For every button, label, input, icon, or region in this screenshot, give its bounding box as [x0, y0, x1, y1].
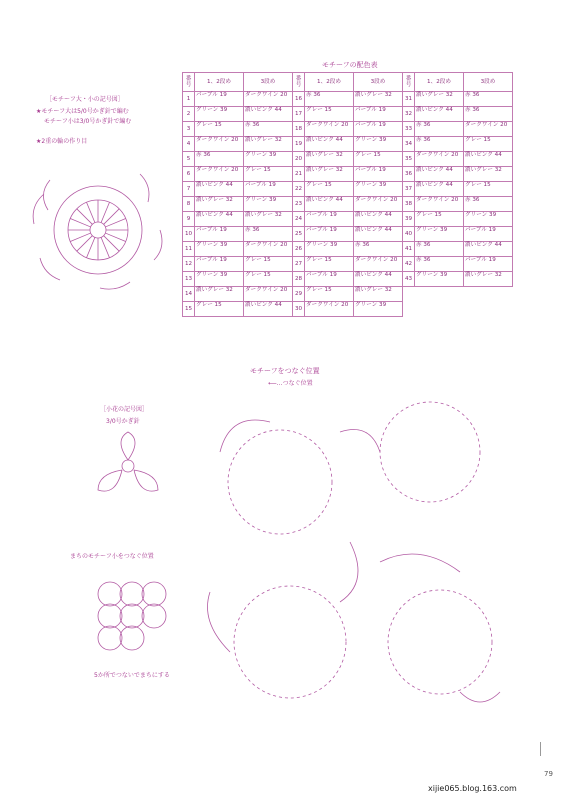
color-round-1-2: パープル 19: [305, 272, 354, 287]
color-round-1-2: グリーン 39: [195, 107, 244, 122]
motif-note-large: ★モチーフ大は5/0号かぎ針で編む: [36, 108, 129, 115]
motif-number: 16: [293, 92, 305, 107]
footer-url: xijie065.blog.163.com: [428, 784, 517, 793]
color-round-3: グリーン 39: [354, 137, 403, 152]
table-header-col-1: 1、2段め: [415, 73, 464, 92]
color-round-1-2: 赤 36: [305, 92, 354, 107]
flower-hook: 3/0号かぎ針: [106, 418, 140, 425]
motif-number: 28: [293, 272, 305, 287]
color-round-1-2: 赤 36: [195, 152, 244, 167]
color-round-3: ダークワイン 20: [244, 92, 293, 107]
table-row: [183, 287, 513, 302]
motif-number: 18: [293, 122, 305, 137]
motif-number: 38: [403, 197, 415, 212]
color-round-3: 濃いピンク 44: [244, 107, 293, 122]
motif-number: 32: [403, 107, 415, 122]
table-header-col-1: 1、2段め: [305, 73, 354, 92]
motif-number: 26: [293, 242, 305, 257]
motif-number: 24: [293, 212, 305, 227]
color-round-3: ダークワイン 20: [244, 287, 293, 302]
color-round-1-2: 赤 36: [415, 257, 464, 272]
color-round-3: 濃いピンク 44: [354, 272, 403, 287]
color-round-1-2: パープル 19: [195, 257, 244, 272]
motif-number: 30: [293, 302, 305, 317]
motif-number: 17: [293, 107, 305, 122]
page-rule: [540, 742, 541, 756]
gusset-title: まちのモチーフ小をつなぐ位置: [70, 553, 154, 560]
motif-number: 36: [403, 167, 415, 182]
color-round-1-2: パープル 19: [305, 212, 354, 227]
motif-note-ring: ★2重の輪の作り目: [36, 138, 88, 145]
motif-number: 39: [403, 212, 415, 227]
join-title: モチーフをつなぐ位置: [250, 367, 320, 375]
table-row: [183, 92, 513, 107]
color-round-1-2: グリーン 39: [305, 242, 354, 257]
color-round-3: グレー 15: [464, 137, 513, 152]
motif-number: 2: [183, 107, 195, 122]
table-row: [183, 257, 513, 272]
motif-number: 3: [183, 122, 195, 137]
motif-number: 10: [183, 227, 195, 242]
color-round-3: パープル 19: [464, 227, 513, 242]
color-round-1-2: ダークワイン 20: [195, 137, 244, 152]
color-round-1-2: 濃いグレー 32: [305, 167, 354, 182]
color-round-1-2: グリーン 39: [195, 272, 244, 287]
motif-number: 23: [293, 197, 305, 212]
motif-number: 4: [183, 137, 195, 152]
color-round-1-2: グレー 15: [305, 287, 354, 302]
color-round-1-2: 濃いグレー 32: [305, 152, 354, 167]
color-round-3: 赤 36: [354, 242, 403, 257]
table-title: モチーフの配色表: [322, 61, 378, 69]
color-round-1-2: グレー 15: [305, 182, 354, 197]
table-row: [183, 197, 513, 212]
table-header-col-num: 番号: [403, 73, 415, 92]
color-round-1-2: グレー 15: [195, 302, 244, 317]
color-round-1-2: グリーン 39: [195, 242, 244, 257]
color-round-3: グリーン 39: [464, 212, 513, 227]
color-table: [182, 72, 513, 317]
color-round-3: パープル 19: [244, 182, 293, 197]
motif-number: 34: [403, 137, 415, 152]
color-round-1-2: 濃いピンク 44: [415, 182, 464, 197]
table-header-col-num: 番号: [293, 73, 305, 92]
table-row: [183, 182, 513, 197]
color-round-3: 濃いグレー 32: [354, 92, 403, 107]
table-header-col-num: 番号: [183, 73, 195, 92]
color-round-3: 赤 36: [464, 92, 513, 107]
table-row: [183, 137, 513, 152]
join-legend: ⟵…つなぐ位置: [268, 380, 313, 387]
motif-number: 37: [403, 182, 415, 197]
color-round-1-2: ダークワイン 20: [415, 152, 464, 167]
color-round-1-2: 赤 36: [415, 137, 464, 152]
color-round-3: 濃いピンク 44: [244, 302, 293, 317]
color-round-3: 赤 36: [464, 197, 513, 212]
table-row: [183, 212, 513, 227]
table-row: [183, 122, 513, 137]
color-round-1-2: グリーン 39: [415, 272, 464, 287]
table-row: [183, 272, 513, 287]
color-round-3: パープル 19: [354, 107, 403, 122]
color-round-3: 濃いグレー 32: [464, 167, 513, 182]
motif-chart-header: ［モチーフ大・小の記号図］: [46, 96, 124, 103]
color-round-3: 濃いピンク 44: [354, 212, 403, 227]
color-round-3: ダークワイン 20: [244, 242, 293, 257]
motif-number: 9: [183, 212, 195, 227]
color-round-1-2: 濃いピンク 44: [415, 107, 464, 122]
color-round-1-2: グレー 15: [195, 122, 244, 137]
color-round-1-2: ダークワイン 20: [195, 167, 244, 182]
color-round-3: ダークワイン 20: [354, 257, 403, 272]
motif-number: 25: [293, 227, 305, 242]
color-round-3: 濃いグレー 32: [464, 272, 513, 287]
color-round-1-2: 濃いグレー 32: [415, 92, 464, 107]
color-round-3: グレー 15: [244, 272, 293, 287]
color-round-3: ダークワイン 20: [464, 122, 513, 137]
table-row: [183, 302, 513, 317]
motif-number: 42: [403, 257, 415, 272]
table-row: [183, 107, 513, 122]
color-round-3: パープル 19: [354, 122, 403, 137]
color-round-1-2: 濃いグレー 32: [195, 197, 244, 212]
motif-number: 1: [183, 92, 195, 107]
color-round-3: 赤 36: [244, 227, 293, 242]
page-number: 79: [544, 770, 553, 778]
table-row: [183, 242, 513, 257]
color-round-1-2: 赤 36: [415, 122, 464, 137]
color-round-1-2: 濃いピンク 44: [195, 182, 244, 197]
color-round-3: グレー 15: [464, 182, 513, 197]
color-round-1-2: パープル 19: [305, 227, 354, 242]
color-round-3: 濃いグレー 32: [244, 212, 293, 227]
motif-number: 43: [403, 272, 415, 287]
color-round-3: グリーン 39: [244, 152, 293, 167]
flower-header: ［小花の記号図］: [100, 406, 149, 413]
motif-number: 27: [293, 257, 305, 272]
color-round-1-2: 濃いピンク 44: [305, 197, 354, 212]
color-round-3: グリーン 39: [354, 182, 403, 197]
color-round-1-2: グレー 15: [305, 107, 354, 122]
motif-number: 11: [183, 242, 195, 257]
motif-number: 14: [183, 287, 195, 302]
color-round-1-2: 濃いピンク 44: [305, 137, 354, 152]
color-round-1-2: ダークワイン 20: [415, 197, 464, 212]
table-row: [183, 152, 513, 167]
motif-number: 22: [293, 182, 305, 197]
color-round-1-2: パープル 19: [195, 227, 244, 242]
color-round-1-2: 赤 36: [415, 242, 464, 257]
color-round-3: 赤 36: [464, 107, 513, 122]
motif-note-small: モチーフ小は3/0号かぎ針で編む: [44, 118, 132, 125]
motif-symbol-chart: [20, 160, 170, 300]
motif-number: 31: [403, 92, 415, 107]
table-row: [183, 227, 513, 242]
table-header-col-2: 3段め: [244, 73, 293, 92]
motif-number: 13: [183, 272, 195, 287]
motif-number: 8: [183, 197, 195, 212]
join-marker-icon: ⟵: [268, 380, 277, 387]
color-round-1-2: 濃いピンク 44: [415, 167, 464, 182]
motif-number: 5: [183, 152, 195, 167]
color-round-1-2: グリーン 39: [415, 227, 464, 242]
table-header-col-2: 3段め: [464, 73, 513, 92]
motif-number: 21: [293, 167, 305, 182]
motif-number: 20: [293, 152, 305, 167]
motif-number: 29: [293, 287, 305, 302]
color-round-3: 濃いグレー 32: [354, 287, 403, 302]
motif-number: 41: [403, 242, 415, 257]
gusset-diagram: [88, 570, 168, 670]
color-round-1-2: 濃いピンク 44: [195, 212, 244, 227]
motif-number: 15: [183, 302, 195, 317]
motif-number: 40: [403, 227, 415, 242]
motif-number: 7: [183, 182, 195, 197]
color-round-3: グレー 15: [244, 257, 293, 272]
motif-number: 12: [183, 257, 195, 272]
gusset-note: 5か所でつないでまちにする: [94, 672, 170, 679]
motif-number: 6: [183, 167, 195, 182]
table-header-col-1: 1、2段め: [195, 73, 244, 92]
color-round-3: 濃いピンク 44: [464, 152, 513, 167]
color-round-3: 濃いピンク 44: [464, 242, 513, 257]
color-round-3: グリーン 39: [244, 197, 293, 212]
color-round-1-2: グレー 15: [305, 257, 354, 272]
color-round-3: 赤 36: [244, 122, 293, 137]
color-round-1-2: グレー 15: [415, 212, 464, 227]
flower-symbol-chart: [88, 430, 168, 500]
motif-number: 33: [403, 122, 415, 137]
table-header-col-2: 3段め: [354, 73, 403, 92]
join-diagram: [200, 392, 520, 742]
color-round-3: グレー 15: [244, 167, 293, 182]
color-round-3: 濃いピンク 44: [354, 227, 403, 242]
color-round-3: パープル 19: [354, 167, 403, 182]
motif-number: 19: [293, 137, 305, 152]
color-round-1-2: 濃いグレー 32: [195, 287, 244, 302]
table-row: [183, 167, 513, 182]
color-round-3: グリーン 39: [354, 302, 403, 317]
color-round-3: ダークワイン 20: [354, 197, 403, 212]
color-round-3: グレー 15: [354, 152, 403, 167]
color-round-1-2: ダークワイン 20: [305, 122, 354, 137]
color-round-3: パープル 19: [464, 257, 513, 272]
color-round-3: 濃いグレー 32: [244, 137, 293, 152]
color-round-1-2: ダークワイン 20: [305, 302, 354, 317]
color-round-1-2: パープル 19: [195, 92, 244, 107]
motif-number: 35: [403, 152, 415, 167]
